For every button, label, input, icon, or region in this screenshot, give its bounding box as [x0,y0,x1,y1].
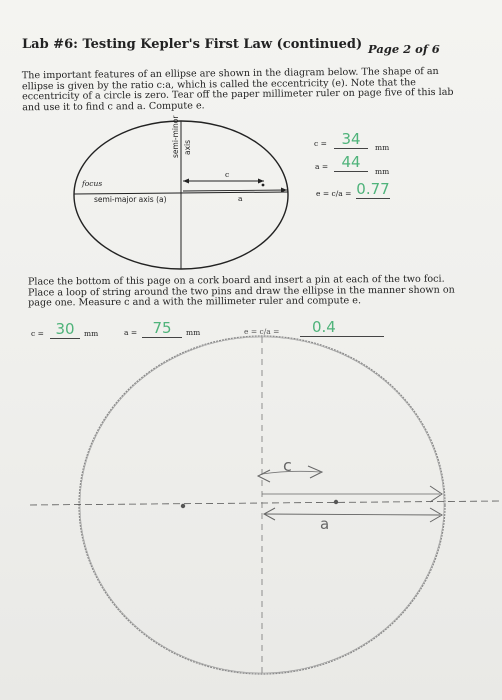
axis-label: axis [183,139,192,155]
c-answer-value[interactable]: 34 [334,130,368,149]
page-number: Page 2 of 6 [368,42,440,56]
drawn-major-axis [30,501,500,505]
e-answer-label: e = c/a = [316,189,352,198]
a2-answer-value[interactable]: 75 [142,319,182,338]
page-title: Lab #6: Testing Kepler's First Law (continued) [22,37,363,52]
c-label: c [225,170,230,179]
a-answer-value[interactable]: 44 [334,153,368,172]
a-answer-unit: mm [375,167,390,176]
c-answer-unit: mm [375,143,390,152]
instructions-paragraph: Place the bottom of this page on a cork board and insert a pin at each of the two foci. Place a loop of string around the two pins and draw the ellipse in the manner shown on page one. Measure c and a with the millimeter ruler and compute e. [27,273,455,309]
c-answer-label: c = [314,139,327,148]
a2-answer-label: a = [124,328,138,337]
semi-minor-label: semi-minor [171,115,180,158]
left-focus-dot [181,504,185,508]
intro-paragraph: The important features of an ellipse are shown in the diagram below. The shape of an ellipse is given by the ratio c:a, which is called the eccentricity (e). Note that the eccentricity of a circle is zero. Tear off the paper millimeter ruler on page five of this lab and use it to find c and a. Compute e. [21,65,454,113]
sketch-a-label: a [320,515,330,533]
a-answer-label: a = [315,162,329,171]
sketch-c-label: c [283,456,292,475]
e2-answer-value[interactable]: 0.4 [300,318,384,337]
c2-answer-unit: mm [84,329,99,338]
c-arrow-left-head [258,470,270,482]
e-answer-value[interactable]: 0.77 [356,180,390,198]
semi-major-label: semi-major axis (a) [94,195,167,204]
a2-answer-unit: mm [186,328,201,337]
c2-answer-value[interactable]: 30 [50,320,80,339]
focus-label: focus [82,179,103,188]
a-arrow-line [264,514,440,515]
e2-answer-label: e = c/a = [244,327,280,336]
a-label: a [238,194,243,203]
c2-answer-label: c = [31,329,44,338]
right-focus-dot [334,500,338,504]
